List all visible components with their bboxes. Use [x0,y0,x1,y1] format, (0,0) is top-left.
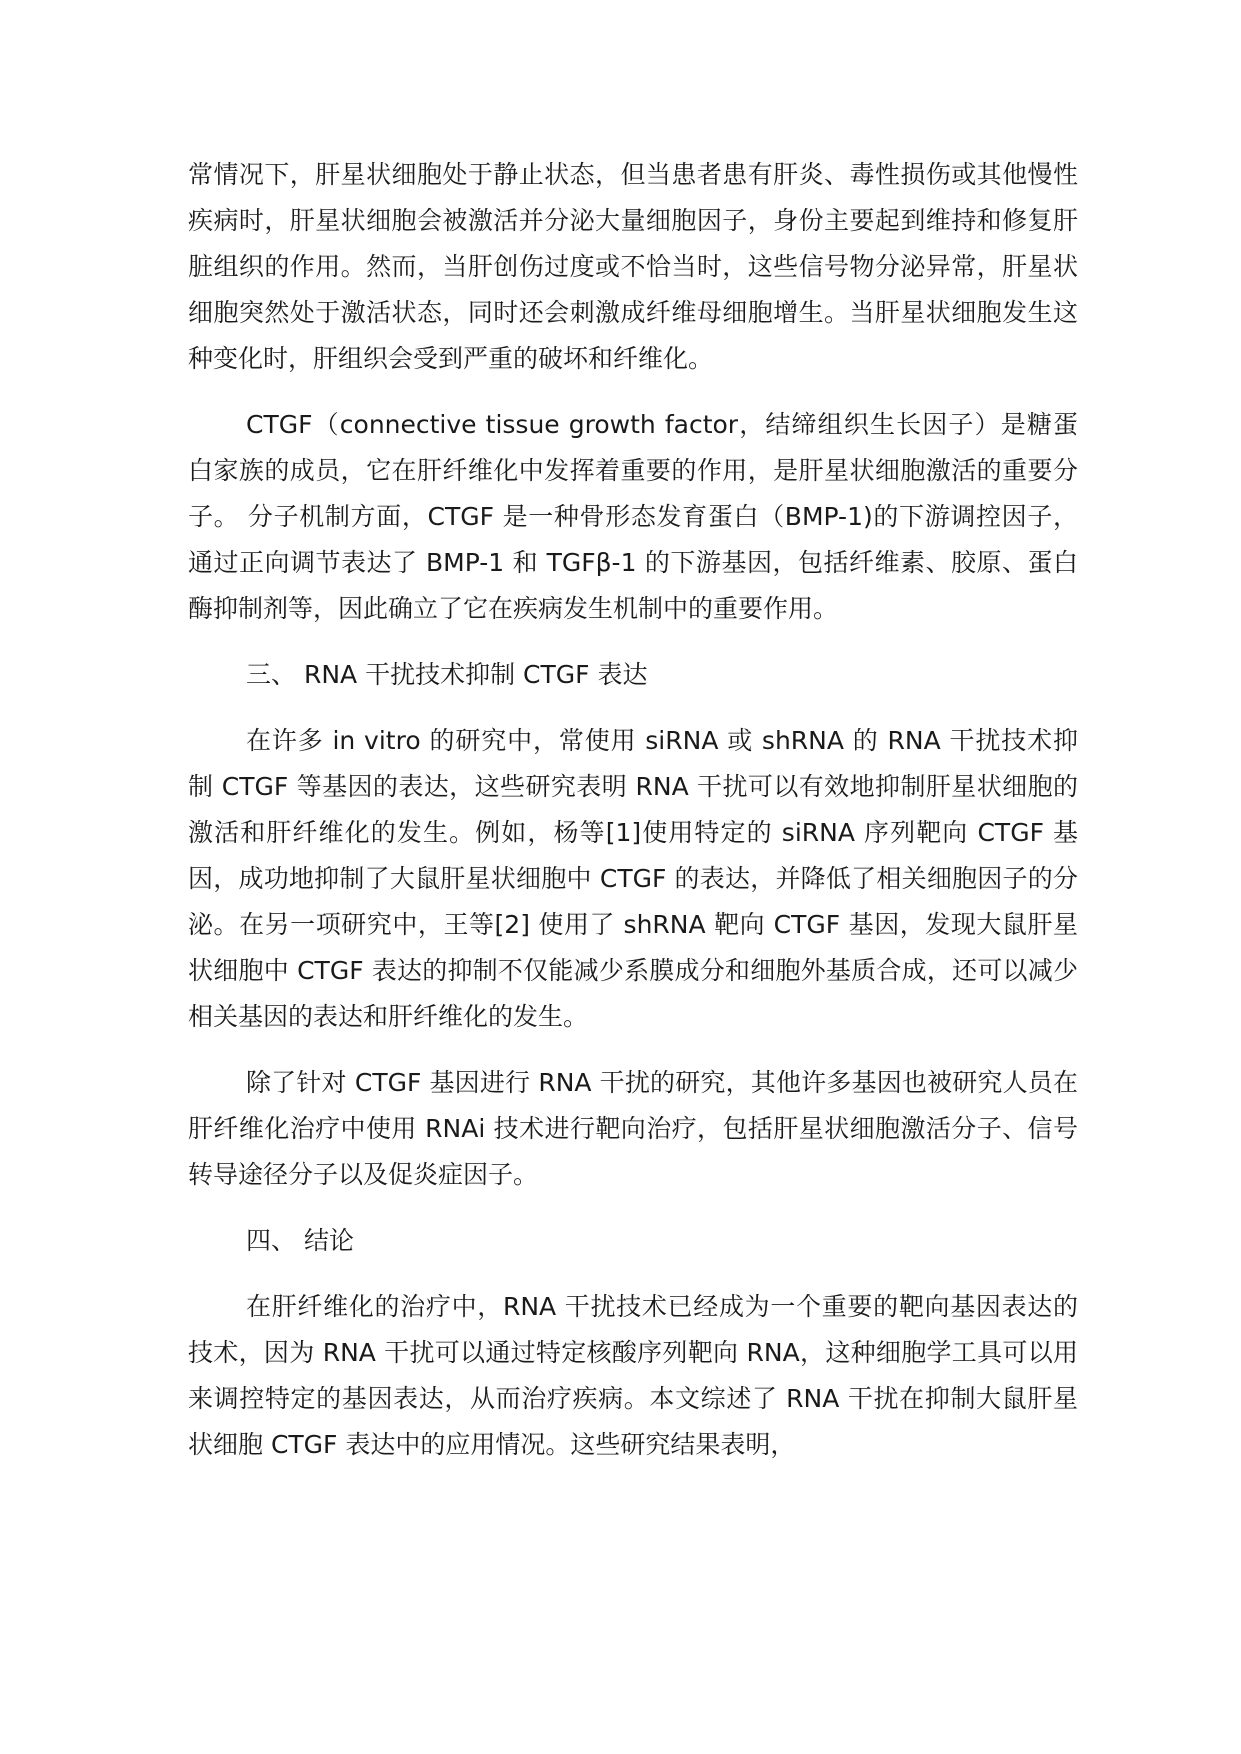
document-page [188,152,1078,1488]
section-heading-conclusion: 四、 结论 [246,1226,354,1255]
paragraph-hsc-activation: 常情况下，肝星状细胞处于静止状态，但当患者患有肝炎、毒性损伤或其他慢性疾病时，肝星状细胞会被激活并分泌大量细胞因子，身份主要起到维持和修复肝脏组织的作用。然而，当肝创伤过度或不恰当时，这些信号物分泌异常，肝星状细胞突然处于激活状态，同时还会刺激成纤维母细胞增生。当肝星状细胞发生这种变化时，肝组织会受到严重的破坏和纤维化。 [188,160,1078,373]
paragraph-ctgf-intro: CTGF（connective tissue growth factor，结缔组织生长因子）是糖蛋白家族的成员，它在肝纤维化中发挥着重要的作用，是肝星状细胞激活的重要分子。 分子机制方面，CTGF 是一种骨形态发育蛋白（BMP-1)的下游调控因子，通过正向调节表达了 BMP-1 和 TGFβ-1 的下游基因，包括纤维素、胶原、蛋白酶抑制剂等，因此确立了它在疾病发生机制中的重要作用。 [188,410,1078,623]
paragraph-in-vitro-studies: 在许多 in vitro 的研究中，常使用 siRNA 或 shRNA 的 RNA 干扰技术抑制 CTGF 等基因的表达，这些研究表明 RNA 干扰可以有效地抑制肝星状细胞的激活和肝纤维化的发生。例如，杨等[1]使用特定的 siRNA 序列靶向 CTGF 基因，成功地抑制了大鼠肝星状细胞中 CTGF 的表达，并降低了相关细胞因子的分泌。在另一项研究中，王等[2] 使用了 shRNA 靶向 CTGF 基因，发现大鼠肝星状细胞中 CTGF 表达的抑制不仅能减少系膜成分和细胞外基质合成，还可以减少相关基因的表达和肝纤维化的发生。 [188,726,1078,1031]
paragraph-other-genes: 除了针对 CTGF 基因进行 RNA 干扰的研究，其他许多基因也被研究人员在肝纤维化治疗中使用 RNAi 技术进行靶向治疗，包括肝星状细胞激活分子、信号转导途径分子以及促炎症因子。 [188,1068,1078,1189]
paragraph-conclusion: 在肝纤维化的治疗中，RNA 干扰技术已经成为一个重要的靶向基因表达的技术，因为 RNA 干扰可以通过特定核酸序列靶向 RNA，这种细胞学工具可以用来调控特定的基因表达，从而治疗疾病。本文综述了 RNA 干扰在抑制大鼠肝星状细胞 CTGF 表达中的应用情况。这些研究结果表明， [188,1292,1078,1459]
section-heading-rnai-ctgf: 三、 RNA 干扰技术抑制 CTGF 表达 [246,660,648,689]
